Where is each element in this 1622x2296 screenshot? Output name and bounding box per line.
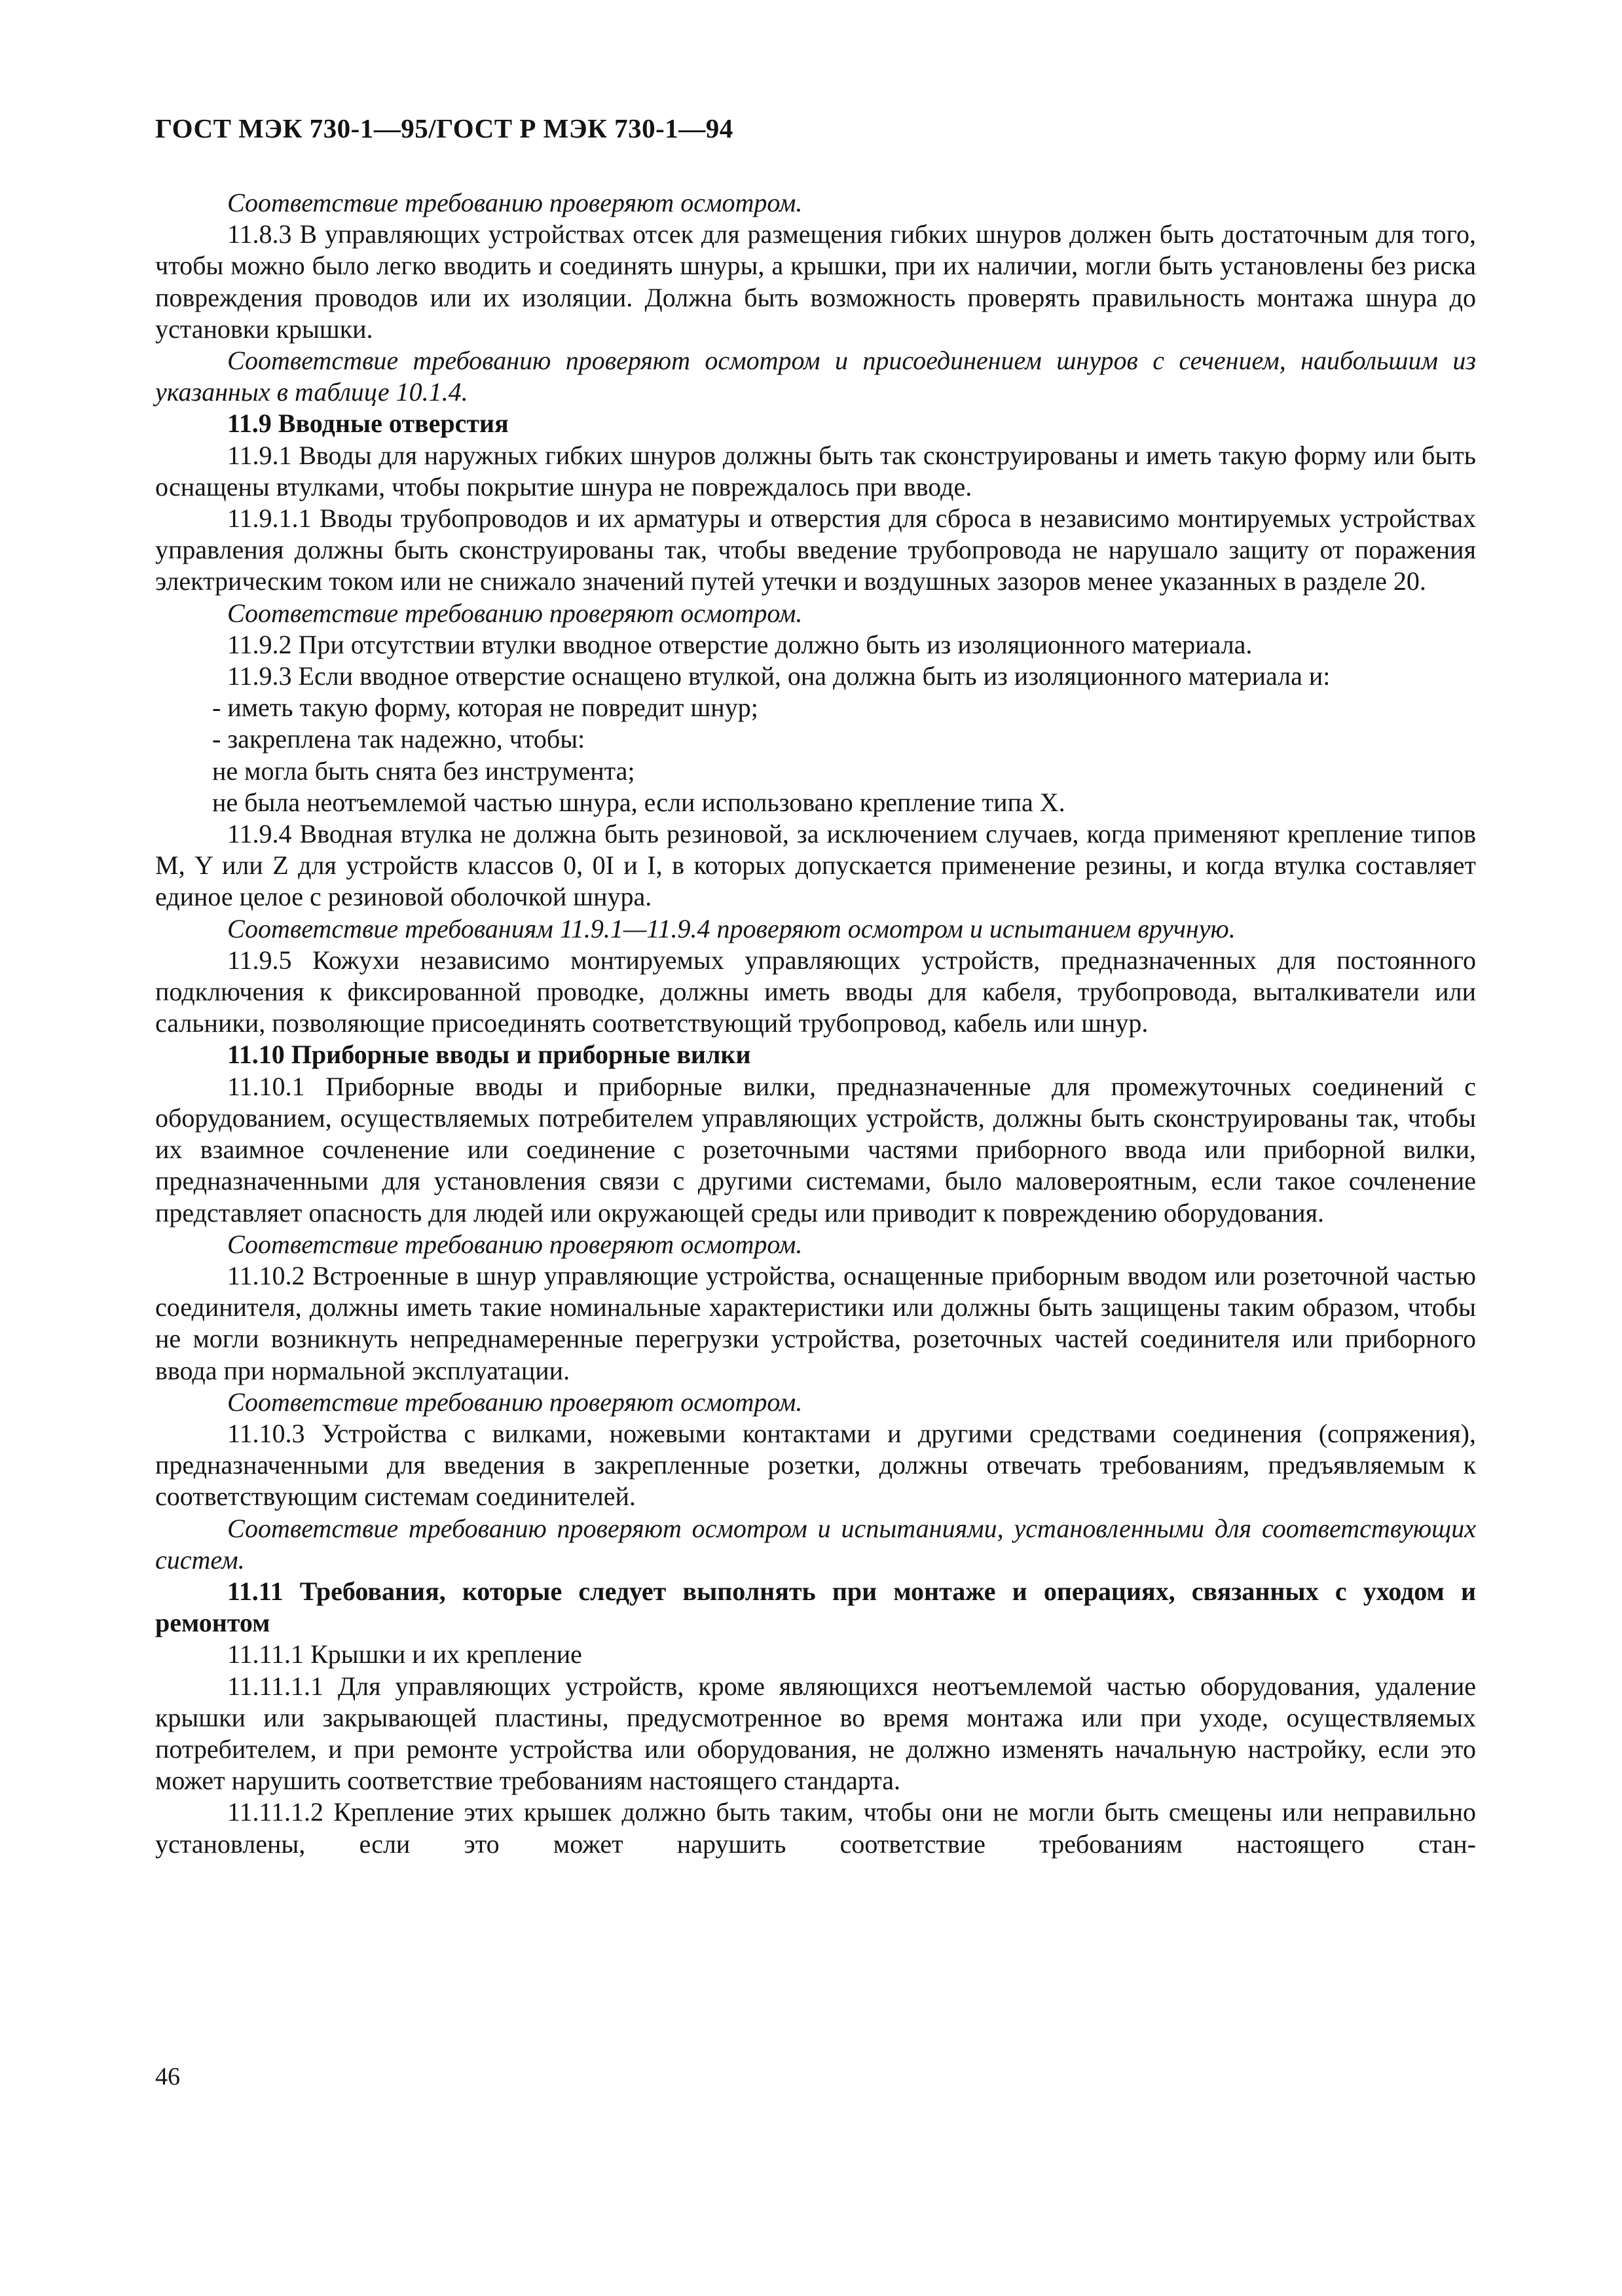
list-item: - иметь такую форму, которая не повредит шнур;: [212, 693, 758, 723]
list-item: - закреплена так надежно, чтобы:: [212, 724, 585, 754]
paragraph: Соответствие требованиям 11.9.1—11.9.4 проверяют осмотром и испытанием вручную.: [227, 913, 1236, 943]
section-heading: 11.11 Требования, которые следует выполнять при монтаже и операциях, связанных с уходом и ремонтом: [155, 1576, 1476, 1638]
list-item: не была неотъемлемой частью шнура, если использовано крепление типа X.: [212, 787, 1065, 817]
paragraph: 11.8.3 В управляющих устройствах отсек для размещения гибких шнуров должен быть достаточным для того, чтобы можно было легко вводить и соединять шнуры, а крышки, при их наличии, могли быть установлены без риска повреждения проводов или их изоляции. Должна быть возможность проверять правильность монтажа шнура до установки крышки.: [155, 219, 1476, 344]
paragraph: 11.9.3 Если вводное отверстие оснащено втулкой, она должна быть из изоляционного материала и:: [227, 661, 1331, 691]
paragraph: Соответствие требованию проверяют осмотром и испытаниями, установленными для соответствующих систем.: [155, 1513, 1476, 1575]
paragraph: Соответствие требованию проверяют осмотром.: [227, 598, 803, 628]
paragraph: 11.9.5 Кожухи независимо монтируемых управляющих устройств, предназначенных для постоянного подключения к фиксированной проводке, должны иметь вводы для кабеля, трубопровода, выталкиватели или сальники, позволяющие присоединять соответствующий трубопровод, кабель или шнур.: [155, 945, 1476, 1038]
paragraph: Соответствие требованию проверяют осмотром.: [227, 1387, 803, 1417]
paragraph: 11.11.1.1 Для управляющих устройств, кроме являющихся неотъемлемой частью оборудования, удаление крышки или закрывающей пластины, предусмотренное во время монтажа или при уходе, осуществляемых потребителем, и при ремонте устройства или оборудования, не должно изменять начальную настройку, если это может нарушить соответствие требованиям настоящего стандарта.: [155, 1671, 1476, 1796]
document-body: [155, 187, 1476, 1860]
paragraph: Соответствие требованию проверяют осмотром.: [227, 188, 803, 217]
paragraph: 11.9.1.1 Вводы трубопроводов и их арматуры и отверстия для сброса в независимо монтируемых устройствах управления должны быть сконструированы так, чтобы введение трубопровода не нарушало защиту от поражения электрическим током или не снижало значений путей утечки и воздушных зазоров менее указанных в разделе 20.: [155, 503, 1476, 596]
paragraph: 11.10.2 Встроенные в шнур управляющие устройства, оснащенные приборным вводом или розеточной частью соединителя, должны иметь такие номинальные характеристики или должны быть защищены таким образом, чтобы не могли возникнуть непреднамеренные перегрузки устройства, розеточных частей соединителя или приборного ввода при нормальной эксплуатации.: [155, 1260, 1476, 1385]
list-item: не могла быть снята без инструмента;: [212, 756, 635, 786]
paragraph: Соответствие требованию проверяют осмотром и присоединением шнуров с сечением, наибольшим из указанных в таблице 10.1.4.: [155, 346, 1476, 407]
paragraph: Соответствие требованию проверяют осмотром.: [227, 1229, 803, 1259]
paragraph: 11.9.2 При отсутствии втулки вводное отверстие должно быть из изоляционного материала.: [227, 629, 1253, 659]
paragraph: 11.11.1.2 Крепление этих крышек должно быть таким, чтобы они не могли быть смещены или неправильно установлены, если это может нарушить соответствие требованиям настоящего стан-: [155, 1797, 1476, 1859]
page-number: 46: [155, 2063, 180, 2090]
paragraph: 11.9.1 Вводы для наружных гибких шнуров должны быть так сконструированы и иметь такую форму или быть оснащены втулками, чтобы покрытие шнура не повреждалось при вводе.: [155, 440, 1476, 501]
paragraph: 11.9.4 Вводная втулка не должна быть резиновой, за исключением случаев, когда применяют крепление типов М, Y или Z для устройств классов 0, 0I и I, в которых допускается применение резины, и когда втулка составляет единое целое с резиновой оболочкой шнура.: [155, 819, 1476, 912]
paragraph: 11.10.3 Устройства с вилками, ножевыми контактами и другими средствами соединения (сопряжения), предназначенными для введения в закрепленные розетки, должны отвечать требованиям, предъявляемым к соответствующим системам соединителей.: [155, 1418, 1476, 1512]
paragraph: 11.11.1 Крышки и их крепление: [227, 1639, 582, 1669]
page-header: ГОСТ МЭК 730-1—95/ГОСТ Р МЭК 730-1—94: [155, 113, 733, 143]
paragraph: 11.10.1 Приборные вводы и приборные вилки, предназначенные для промежуточных соединений с оборудованием, осуществляемых потребителем управляющих устройств, должны быть сконструированы так, чтобы их взаимное сочленение или соединение с розеточными частями приборного ввода или приборной вилки, предназначенными для установления связи с другими системами, было маловероятным, если такое сочленение представляет опасность для людей или окружающей среды или приводит к повреждению оборудования.: [155, 1071, 1476, 1228]
section-heading: 11.9 Вводные отверстия: [227, 409, 509, 439]
section-heading: 11.10 Приборные вводы и приборные вилки: [227, 1040, 751, 1070]
